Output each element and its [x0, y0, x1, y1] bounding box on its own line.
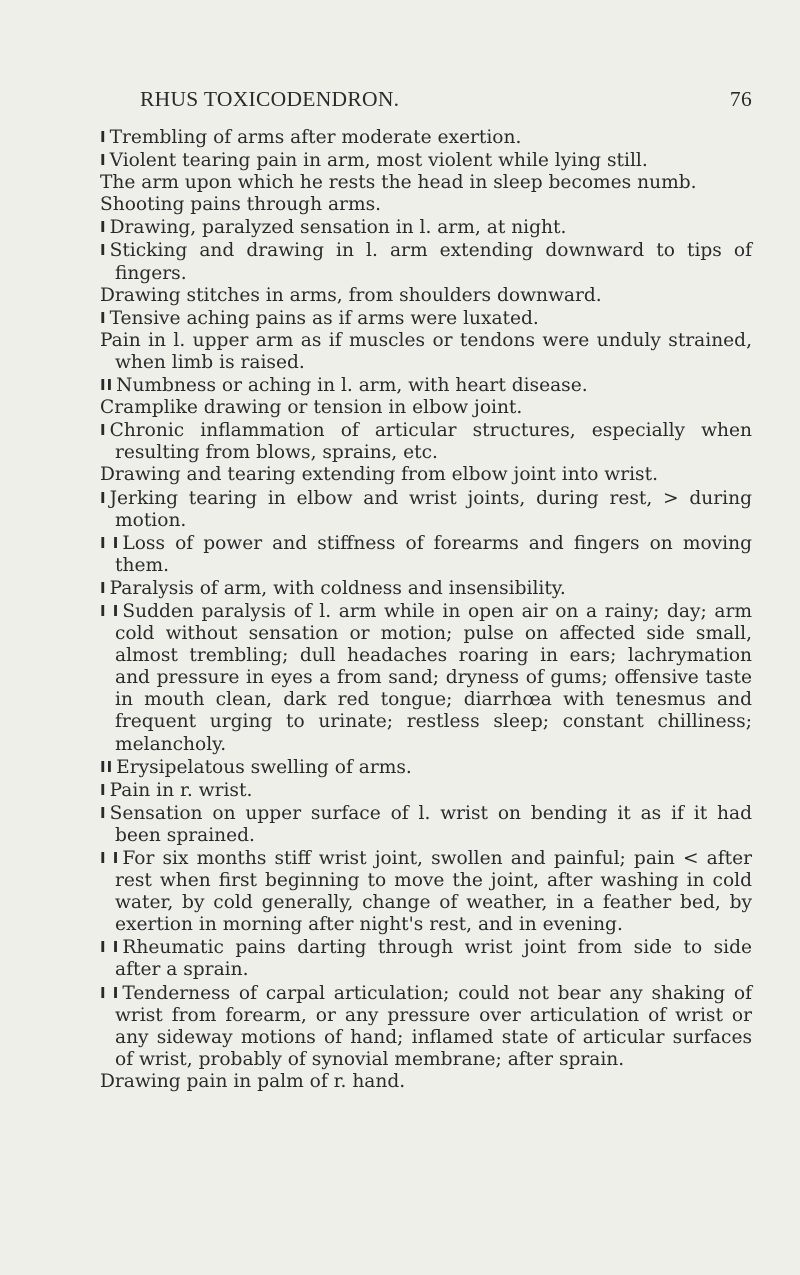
emphasis-marker: I: [100, 488, 107, 507]
symptom-text: Numbness or aching in l. arm, with heart disease.: [116, 375, 588, 397]
symptom-entry: [100, 1071, 752, 1093]
symptom-entry: [100, 307, 752, 330]
symptom-entry: [100, 216, 752, 239]
symptom-text: Erysipelatous swelling of arms.: [116, 756, 412, 778]
emphasis-marker: I: [100, 308, 107, 327]
symptom-entry: [100, 239, 752, 284]
symptom-text: The arm upon which he rests the head in sleep becomes numb.: [100, 172, 697, 194]
page-number: 76: [729, 87, 752, 111]
emphasis-marker: I: [100, 218, 107, 237]
symptom-text: Pain in r. wrist.: [109, 779, 253, 801]
emphasis-marker: I: [100, 241, 107, 260]
symptom-entry: [100, 577, 752, 600]
symptom-list: [100, 126, 752, 1093]
symptom-text: Loss of power and stiffness of forearms and fingers on moving them.: [115, 532, 752, 576]
symptom-entry: [100, 194, 752, 216]
symptom-entry: [100, 464, 752, 486]
symptom-entry: [100, 374, 752, 397]
symptom-text: Drawing pain in palm of r. hand.: [100, 1070, 406, 1092]
symptom-text: Shooting pains through arms.: [100, 194, 382, 216]
emphasis-marker: I: [100, 578, 107, 597]
symptom-entry: [100, 936, 752, 981]
symptom-entry: [100, 419, 752, 464]
emphasis-marker: I I: [100, 601, 120, 620]
symptom-text: Cramplike drawing or tension in elbow joint.: [100, 397, 523, 419]
symptom-text: Chronic inflammation of articular structures, especially when resulting from blows, sprains, etc.: [109, 420, 752, 464]
symptom-text: Paralysis of arm, with coldness and insensibility.: [109, 577, 566, 599]
symptom-text: Trembling of arms after moderate exertion.: [109, 127, 522, 148]
symptom-text: Rheumatic pains darting through wrist joint from side to side after a sprain.: [115, 937, 752, 981]
emphasis-marker: I: [100, 128, 107, 146]
symptom-entry: [100, 330, 752, 374]
symptom-text: Violent tearing pain in arm, most violent while lying still.: [109, 150, 648, 172]
symptom-entry: [100, 779, 752, 802]
symptom-entry: [100, 802, 752, 847]
symptom-text: Sensation on upper surface of l. wrist on bending it as if it had been sprained.: [109, 802, 752, 846]
emphasis-marker: I I: [100, 533, 120, 552]
symptom-entry: [100, 487, 752, 532]
symptom-text: Sudden paralysis of l. arm while in open air on a rainy; day; arm cold without sensation or motion; pulse on affected side small, almost trembling; dull headaches roaring in ears; lachrymation and pressure in eyes a from sand; dryness of gums; offensive taste in mouth clean, dark red tongue; diarrhœa with tenesmus and frequent urging to urinate; restless sleep; constant chilliness; melancholy.: [115, 600, 752, 755]
emphasis-marker: I: [100, 421, 107, 440]
emphasis-marker: I: [100, 151, 107, 170]
symptom-entry: [100, 600, 752, 756]
emphasis-marker: I I: [100, 983, 120, 1002]
symptom-entry: [100, 756, 752, 779]
symptom-entry: [100, 397, 752, 419]
symptom-entry: [100, 126, 752, 149]
symptom-text: Tensive aching pains as if arms were luxated.: [109, 307, 539, 329]
symptom-text: Drawing, paralyzed sensation in l. arm, at night.: [109, 217, 567, 239]
symptom-text: For six months stiff wrist joint, swollen and painful; pain < after rest when first beginning to move the joint, after washing in cold water, by cold generally, change of weather, in a feather bed, by exertion in morning after night's rest, and in evening.: [115, 848, 752, 936]
symptom-entry: [100, 149, 752, 172]
symptom-text: Drawing stitches in arms, from shoulders downward.: [100, 284, 602, 306]
symptom-entry: [100, 532, 752, 577]
symptom-entry: [100, 285, 752, 307]
emphasis-marker: II: [100, 376, 114, 395]
running-head: [140, 87, 752, 117]
emphasis-marker: II: [100, 757, 114, 776]
emphasis-marker: I: [100, 780, 107, 799]
symptom-entry: [100, 982, 752, 1071]
symptom-entry: [100, 847, 752, 936]
symptom-text: Pain in l. upper arm as if muscles or tendons were unduly strained, when limb is raised.: [100, 329, 752, 373]
emphasis-marker: I I: [100, 938, 120, 957]
emphasis-marker: I: [100, 803, 107, 822]
symptom-entry: [100, 172, 752, 194]
emphasis-marker: I I: [100, 849, 120, 867]
symptom-text: Drawing and tearing extending from elbow joint into wrist.: [100, 464, 658, 486]
symptom-text: Tenderness of carpal articulation; could not bear any shaking of wrist from forearm, or any pressure over articulation of wrist or any sideway motions of hand; inflamed state of articular surfaces of wrist, probably of synovial membrane; after sprain.: [115, 982, 752, 1070]
symptom-text: Jerking tearing in elbow and wrist joints, during rest, > during motion.: [109, 487, 752, 531]
symptom-text: Sticking and drawing in l. arm extending downward to tips of fingers.: [109, 240, 752, 284]
running-head-title: RHUS TOXICODENDRON.: [140, 87, 400, 111]
